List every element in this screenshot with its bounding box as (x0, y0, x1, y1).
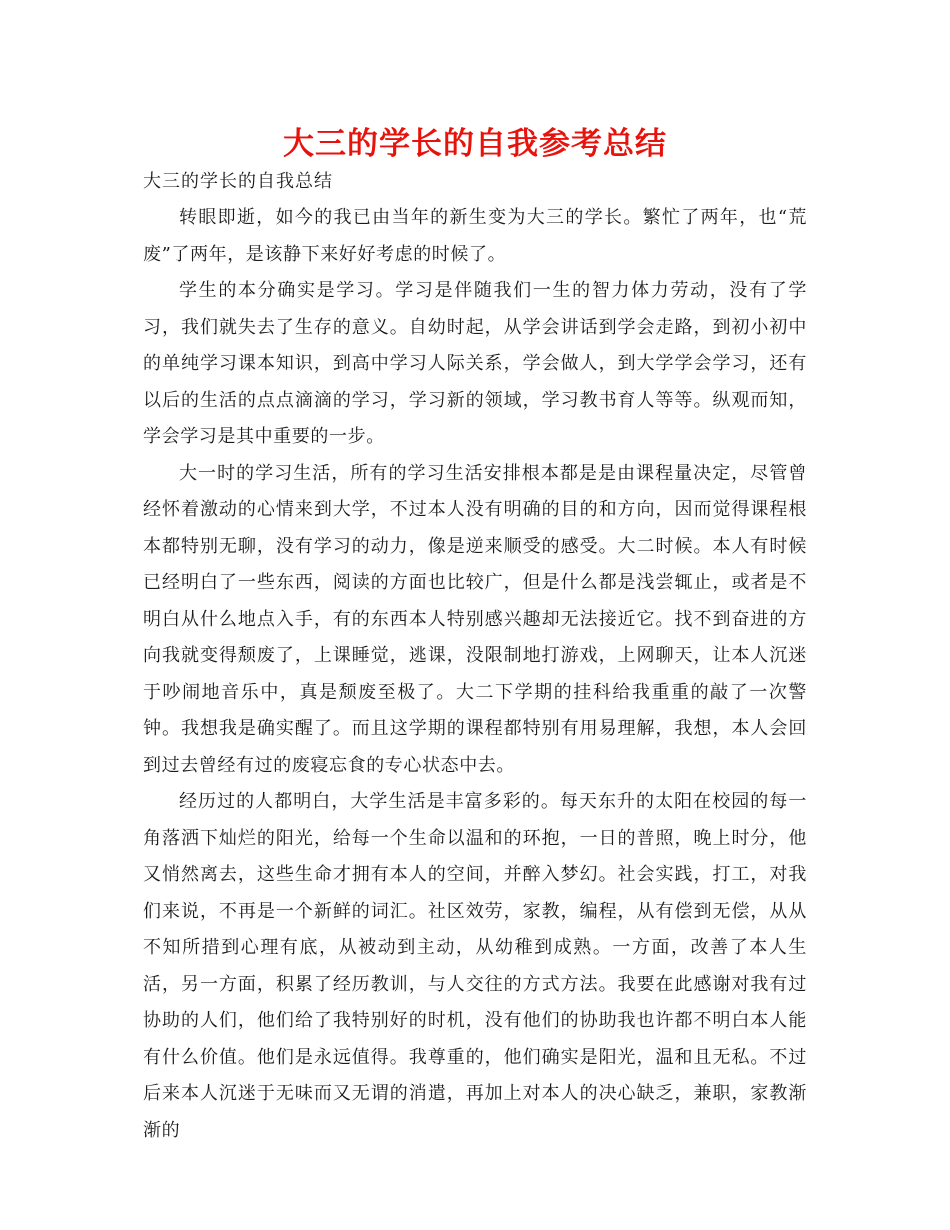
document-title: 大三的学长的自我参考总结 (283, 126, 667, 162)
paragraph: 学生的本分确实是学习。学习是伴随我们一生的智力体力劳动，没有了学习，我们就失去了生存的意义。自幼时起，从学会讲话到学会走路，到初小初中的单纯学习课本知识，到高中学习人际关系，学会做人，到大学学会学习，还有以后的生活的点点滴滴的学习，学习新的领域，学习教书育人等等。纵观而知，学会学习是其中重要的一步。 (143, 280, 807, 447)
document-subtitle: 大三的学长的自我总结 (143, 171, 333, 192)
document-body (143, 200, 807, 1149)
paragraph: 转眼即逝，如今的我已由当年的新生变为大三的学长。繁忙了两年，也“荒废”了两年，是该静下来好好考虑的时候了。 (143, 207, 807, 265)
paragraph: 大一时的学习生活，所有的学习生活安排根本都是是由课程量决定，尽管曾经怀着激动的心情来到大学，不过本人没有明确的目的和方向，因而觉得课程根本都特别无聊，没有学习的动力，像是逆来顺受的感受。大二时候。本人有时候已经明白了一些东西，阅读的方面也比较广，但是什么都是浅尝辄止，或者是不明白从什么地点入手，有的东西本人特别感兴趣却无法接近它。找不到奋进的方向我就变得颓废了，上课睡觉，逃课，没限制地打游戏，上网聊天，让本人沉迷于吵闹地音乐中，真是颓废至极了。大二下学期的挂科给我重重的敲了一次警钟。我想我是确实醒了。而且这学期的课程都特别有用易理解，我想，本人会回到过去曾经有过的废寝忘食的专心状态中去。 (143, 462, 807, 776)
paragraph: 经历过的人都明白，大学生活是丰富多彩的。每天东升的太阳在校园的每一角落洒下灿烂的阳光，给每一个生命以温和的环抱，一日的普照，晚上时分，他又悄然离去，这些生命才拥有本人的空间，并醉入梦幻。社会实践，打工，对我们来说，不再是一个新鲜的词汇。社区效劳，家教，编程，从有偿到无偿，从从不知所措到心理有底，从被动到主动，从幼稚到成熟。一方面，改善了本人生活，另一方面，积累了经历教训，与人交往的方式方法。我要在此感谢对我有过协助的人们，他们给了我特别好的时机，没有他们的协助我也许都不明白本人能有什么价值。他们是永远值得。我尊重的，他们确实是阳光，温和且无私。不过后来本人沉迷于无味而又无谓的消遣，再加上对本人的决心缺乏，兼职，家教渐渐的 (143, 791, 807, 1141)
